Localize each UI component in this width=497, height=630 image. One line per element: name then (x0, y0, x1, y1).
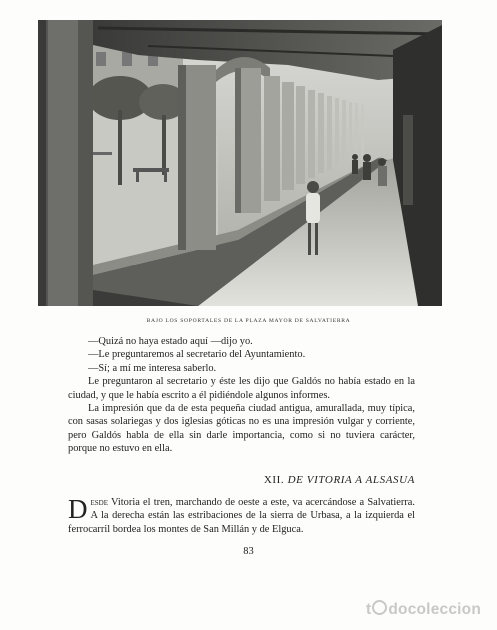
watermark-text-start: t (365, 601, 372, 618)
chapter-heading (68, 474, 415, 486)
dialogue-line: —Quizá no haya estado aquí —dijo yo. (88, 336, 253, 347)
watermark-ring-icon (372, 600, 387, 615)
page-number: 83 (243, 546, 254, 557)
photo-caption: BAJO LOS SOPORTALES DE LA PLAZA MAYOR DE SALVATIERRA (146, 318, 351, 324)
opening-lead: esde (90, 497, 108, 508)
watermark (366, 600, 481, 619)
paragraph: La impresión que da de esta pequeña ciudad antigua, amurallada, muy típica, con sasas solariegas y dos iglesias góticas no es una impresión vulgar y corriente, pero Galdós habla de ella sin darle importancia, como si no tuviera carácter, porque no estuvo en ella. (68, 403, 415, 455)
arcade-photo (38, 20, 442, 306)
opening-text: Vitoria el tren, marchando de oeste a este, va acercándose a Salvatierra. A la derecha están las estribaciones de la sierra de Urbasa, a la izquierda el ferrocarril bordea los montes de San Millán y de Elguca. (68, 497, 415, 535)
body-text (68, 335, 415, 456)
dialogue-line: —Sí; a mí me interesa saberlo. (88, 362, 217, 374)
chapter-title: DE VITORIA A ALSASUA (287, 474, 415, 486)
watermark-text-end: docoleccion (388, 601, 481, 618)
dialogue-line: —Le preguntaremos al secretario del Ayuntamiento. (88, 349, 306, 361)
paragraph: Le preguntaron al secretario y éste les dijo que Galdós no había estado en la ciudad, y que le había escrito a él pidiéndole algunos informes. (68, 376, 415, 401)
arcade-photo-illustration (38, 20, 442, 306)
chapter-number: XII. (263, 474, 285, 486)
opening-paragraph (68, 496, 415, 536)
drop-cap: D (68, 494, 88, 524)
